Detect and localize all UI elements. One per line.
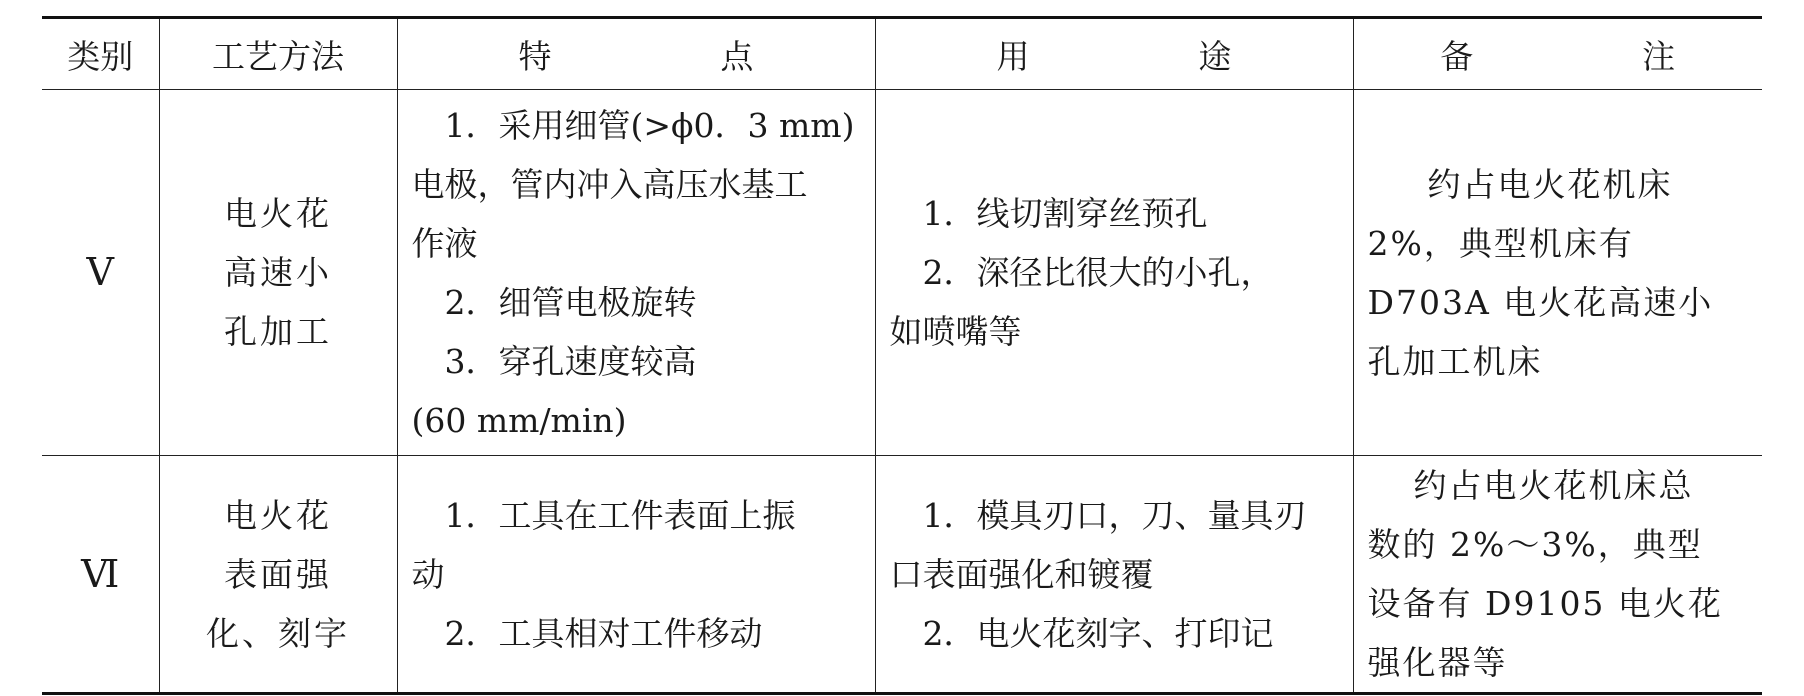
category-cell	[42, 90, 159, 456]
header-usage	[875, 18, 1353, 90]
usage-line: 如喷嘴等	[889, 312, 1022, 351]
method-cell	[159, 456, 397, 694]
usage-line: 2．深径比很大的小孔，	[922, 253, 1274, 292]
usage-line: 1．模具刃口，刀、量具刃	[922, 495, 1307, 535]
method-line: 电火花	[224, 495, 332, 535]
note-line: 孔加工机床	[1367, 341, 1543, 381]
process-table	[42, 16, 1762, 695]
table-row	[42, 90, 1762, 456]
header-features-label: 特 点	[518, 36, 833, 76]
feature-line: 2．细管电极旋转	[444, 283, 697, 322]
feature-line: (60 mm/min)	[411, 401, 627, 440]
method-line: 高速小	[224, 253, 332, 292]
header-notes-label: 备 注	[1440, 36, 1755, 76]
header-notes	[1353, 18, 1762, 90]
note-line: 约占电火花机床总	[1413, 466, 1694, 505]
method-line: 化、刻字	[206, 613, 350, 653]
category-cell	[42, 456, 159, 694]
feature-line: 1．工具在工件表面上振	[444, 495, 796, 535]
note-line: 数的 2%～3%，典型	[1367, 525, 1703, 564]
header-row	[42, 18, 1762, 90]
header-method: 工艺方法	[159, 18, 397, 90]
header-usage-label: 用 途	[996, 36, 1311, 76]
usage-line: 口表面强化和镀覆	[889, 554, 1154, 594]
header-category: 类别	[42, 18, 159, 90]
method-cell	[159, 90, 397, 456]
notes-cell	[1353, 456, 1762, 694]
feature-line: 作液	[411, 224, 478, 263]
feature-line: 动	[411, 554, 445, 594]
features-cell	[397, 90, 875, 456]
category-label: Ⅵ	[81, 551, 120, 596]
note-line: 设备有 D9105 电火花	[1367, 584, 1723, 623]
category-label: Ⅴ	[86, 250, 114, 294]
method-line: 表面强	[224, 554, 332, 594]
feature-line: 电极，管内冲入高压水基工	[411, 165, 808, 204]
feature-line: 1．采用细管(>ϕ0．3 mm)	[444, 106, 855, 145]
note-line: 强化器等	[1367, 643, 1508, 682]
feature-line: 2．工具相对工件移动	[444, 613, 763, 653]
usage-cell	[875, 456, 1353, 694]
method-line: 孔加工	[224, 312, 332, 351]
feature-line: 3．穿孔速度较高	[444, 342, 697, 381]
header-features	[397, 18, 875, 90]
usage-cell	[875, 90, 1353, 456]
usage-line: 2．电火花刻字、打印记	[922, 613, 1274, 653]
usage-line: 1．线切割穿丝预孔	[922, 194, 1208, 233]
notes-cell	[1353, 90, 1762, 456]
table-row	[42, 456, 1762, 694]
features-cell	[397, 456, 875, 694]
note-line: D703A 电火花高速小	[1367, 282, 1714, 322]
note-line: 2%，典型机床有	[1367, 223, 1634, 263]
method-line: 电火花	[224, 194, 332, 233]
note-line: 约占电火花机床	[1427, 164, 1673, 204]
